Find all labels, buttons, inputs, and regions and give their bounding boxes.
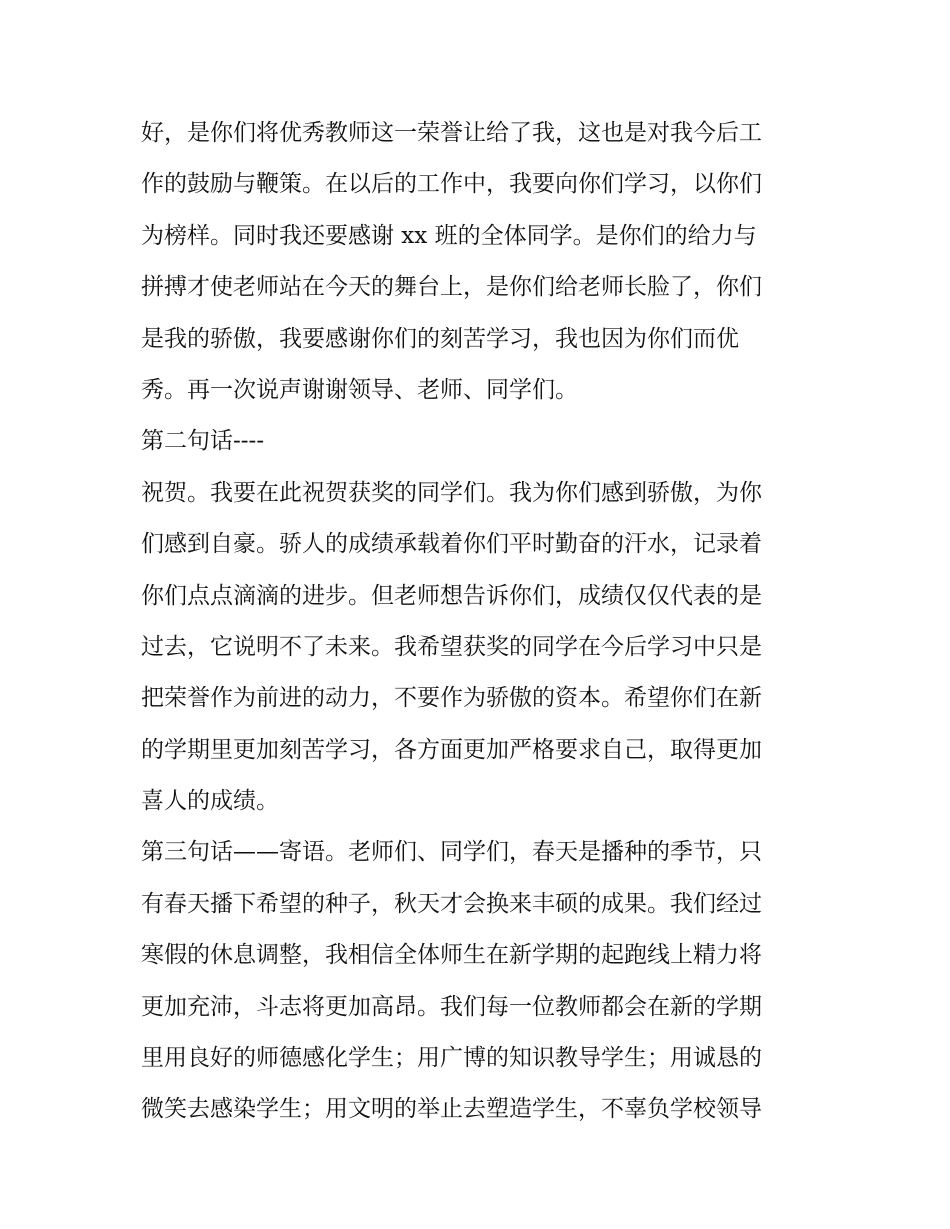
text-line: 为榜样。同时我还要感谢 xx 班的全体同学。是你们的给力与 <box>141 222 757 249</box>
text-line: 微笑去感染学生；用文明的举止去塑造学生，不辜负学校领导 <box>141 1096 762 1123</box>
text-line: 秀。再一次说声谢谢领导、老师、同学们。 <box>141 376 578 403</box>
text-line: 里用良好的师德感化学生；用广博的知识教导学生；用诚恳的 <box>141 1045 762 1072</box>
text-line: 好，是你们将优秀教师这一荣誉让给了我，这也是对我今后工 <box>141 120 762 146</box>
text-line: 喜人的成绩。 <box>141 788 279 815</box>
text-line: 过去，它说明不了未来。我希望获奖的同学在今后学习中只是 <box>141 633 762 660</box>
text-line: 们感到自豪。骄人的成绩承载着你们平时勤奋的汗水，记录着 <box>141 531 762 558</box>
text-line: 是我的骄傲，我要感谢你们的刻苦学习，我也因为你们而优 <box>141 325 739 352</box>
text-line: 有春天播下希望的种子，秋天才会换来丰硕的成果。我们经过 <box>141 890 762 917</box>
text-line: 寒假的休息调整，我相信全体师生在新学期的起跑线上精力将 <box>141 942 762 969</box>
text-line: 把荣誉作为前进的动力，不要作为骄傲的资本。希望你们在新 <box>141 685 762 712</box>
text-line: 你们点点滴滴的进步。但老师想告诉你们，成绩仅仅代表的是 <box>141 582 762 609</box>
text-line: 更加充沛，斗志将更加高昂。我们每一位教师都会在新的学期 <box>141 993 762 1020</box>
section-heading-second: 第二句话---- <box>141 428 265 455</box>
text-line: 的学期里更加刻苦学习，各方面更加严格要求自己，取得更加 <box>141 736 762 763</box>
section-heading-third: 第三句话——寄语。老师们、同学们，春天是播种的季节，只 <box>141 839 762 866</box>
document-body <box>141 108 821 1136</box>
text-line: 作的鼓励与鞭策。在以后的工作中，我要向你们学习，以你们 <box>141 171 762 198</box>
text-line: 祝贺。我要在此祝贺获奖的同学们。我为你们感到骄傲，为你 <box>141 479 762 506</box>
text-line: 拼搏才使老师站在今天的舞台上，是你们给老师长脸了，你们 <box>141 274 762 301</box>
